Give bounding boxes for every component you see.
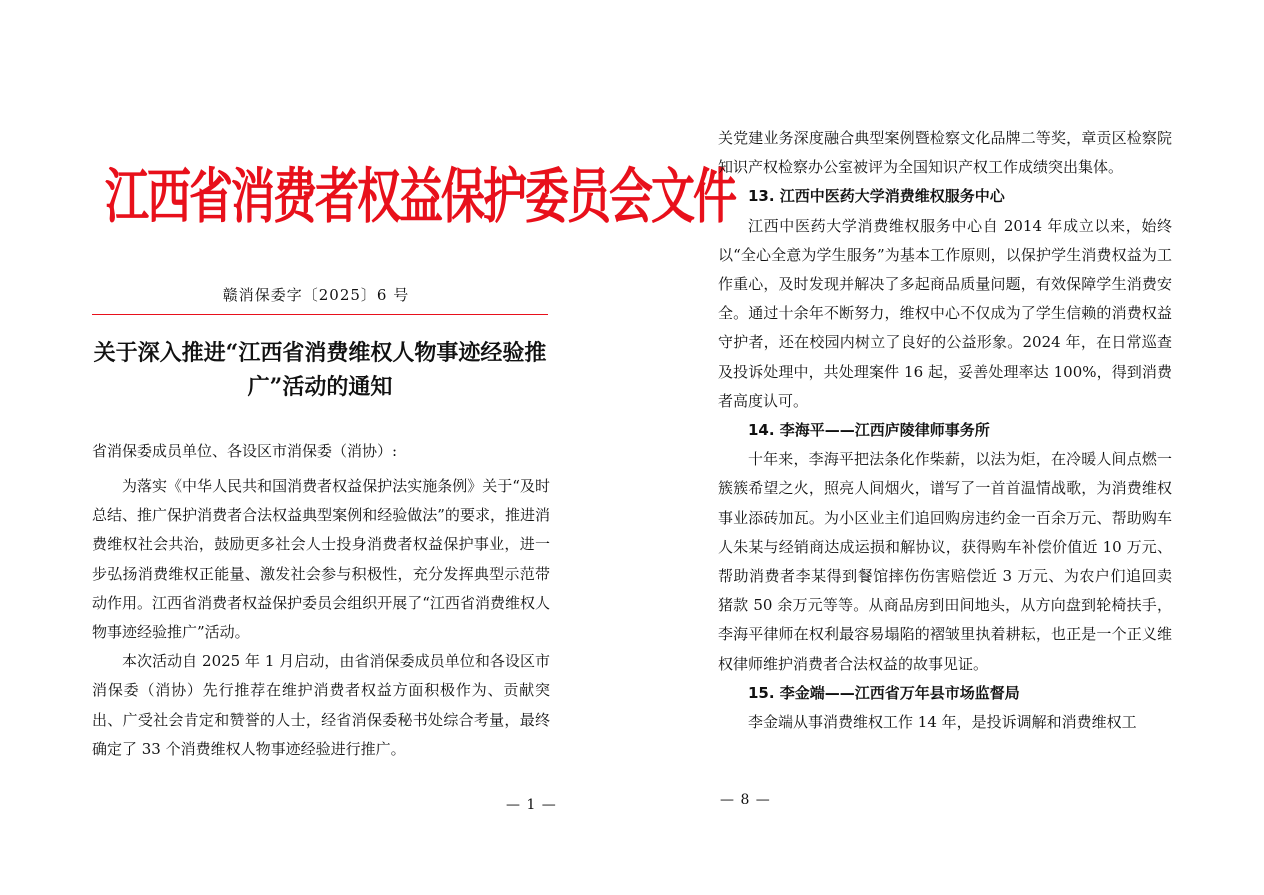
red-divider (92, 314, 548, 315)
page-number: — 1 — (506, 797, 557, 813)
page-number: — 8 — (720, 792, 771, 808)
paragraph: 本次活动自 2025 年 1 月启动，由省消保委成员单位和各设区市消保委（消协）先行推荐在维护消费者权益方面积极作为、贡献突出、广受社会肯定和赞誉的人士，经省消保委秘书处综合考量，最终确定了 33 个消费维权人物事迹经验进行推广。 (92, 652, 550, 758)
section-paragraph: 李金端从事消费维权工作 14 年，是投诉调解和消费维权工 (748, 713, 1137, 732)
section-heading: 15. 李金端——江西省万年县市场监督局 (748, 683, 1020, 702)
red-header-title: 江西省消费者权益保护委员会文件 (105, 162, 735, 232)
section-paragraph: 十年来，李海平把法条化作柴薪，以法为炬，在冷暖人间点燃一簇簇希望之火，照亮人间烟火，谱写了一首首温情战歌，为消费维权事业添砖加瓦。为小区业主们追回购房违约金一百余万元、帮助购车人朱某与经销商达成运损和解协议，获得购车补偿价值近 10 万元、帮助消费者李某得到餐馆摔伤伤害赔偿近 3 万元、为农户们追回卖猪款 50 余万元等等。从商品房到田间地头，从方向盘到轮椅扶手，李海平律师在权利最容易塌陷的褶皱里执着耕耘，也正是一个正义维权律师维护消费者合法权益的故事见证。 (718, 450, 1172, 673)
section-heading: 14. 李海平——江西庐陵律师事务所 (748, 421, 990, 440)
right-page (632, 0, 1264, 895)
right-body-text (718, 124, 1172, 737)
paragraph: 为落实《中华人民共和国消费者权益保护法实施条例》关于“及时总结、推广保护消费者合法权益典型案例和经验做法”的要求，推进消费维权社会共治，鼓励更多社会人士投身消费者权益保护事业，进一步弘扬消费维权正能量、激发社会参与积极性，充分发挥典型示范带动作用。江西省消费者权益保护委员会组织开展了“江西省消费维权人物事迹经验推广”活动。 (92, 477, 550, 642)
section-heading: 13. 江西中医药大学消费维权服务中心 (748, 187, 1005, 206)
continuation-paragraph: 关党建业务深度融合典型案例暨检察文化品牌二等奖，章贡区检察院知识产权检察办公室被评为全国知识产权工作成绩突出集体。 (718, 129, 1172, 177)
addressee: 省消保委成员单位、各设区市消保委（消协）: (92, 442, 398, 460)
body-text (92, 472, 550, 764)
section-paragraph: 江西中医药大学消费维权服务中心自 2014 年成立以来，始终以“全心全意为学生服务”为基本工作原则，以保护学生消费权益为工作重心，及时发现并解决了多起商品质量问题，有效保障学生消费安全。通过十余年不断努力，维权中心不仅成为了学生信赖的消费权益守护者，还在校园内树立了良好的公益形象。2024 年，在日常巡查及投诉处理中，共处理案件 16 起，妥善处理率达 100%，得到消费者高度认可。 (718, 216, 1172, 410)
notice-title: 关于深入推进“江西省消费维权人物事迹经验推广”活动的通知 (93, 340, 547, 400)
document-number: 赣消保委字〔2025〕6 号 (222, 286, 410, 304)
